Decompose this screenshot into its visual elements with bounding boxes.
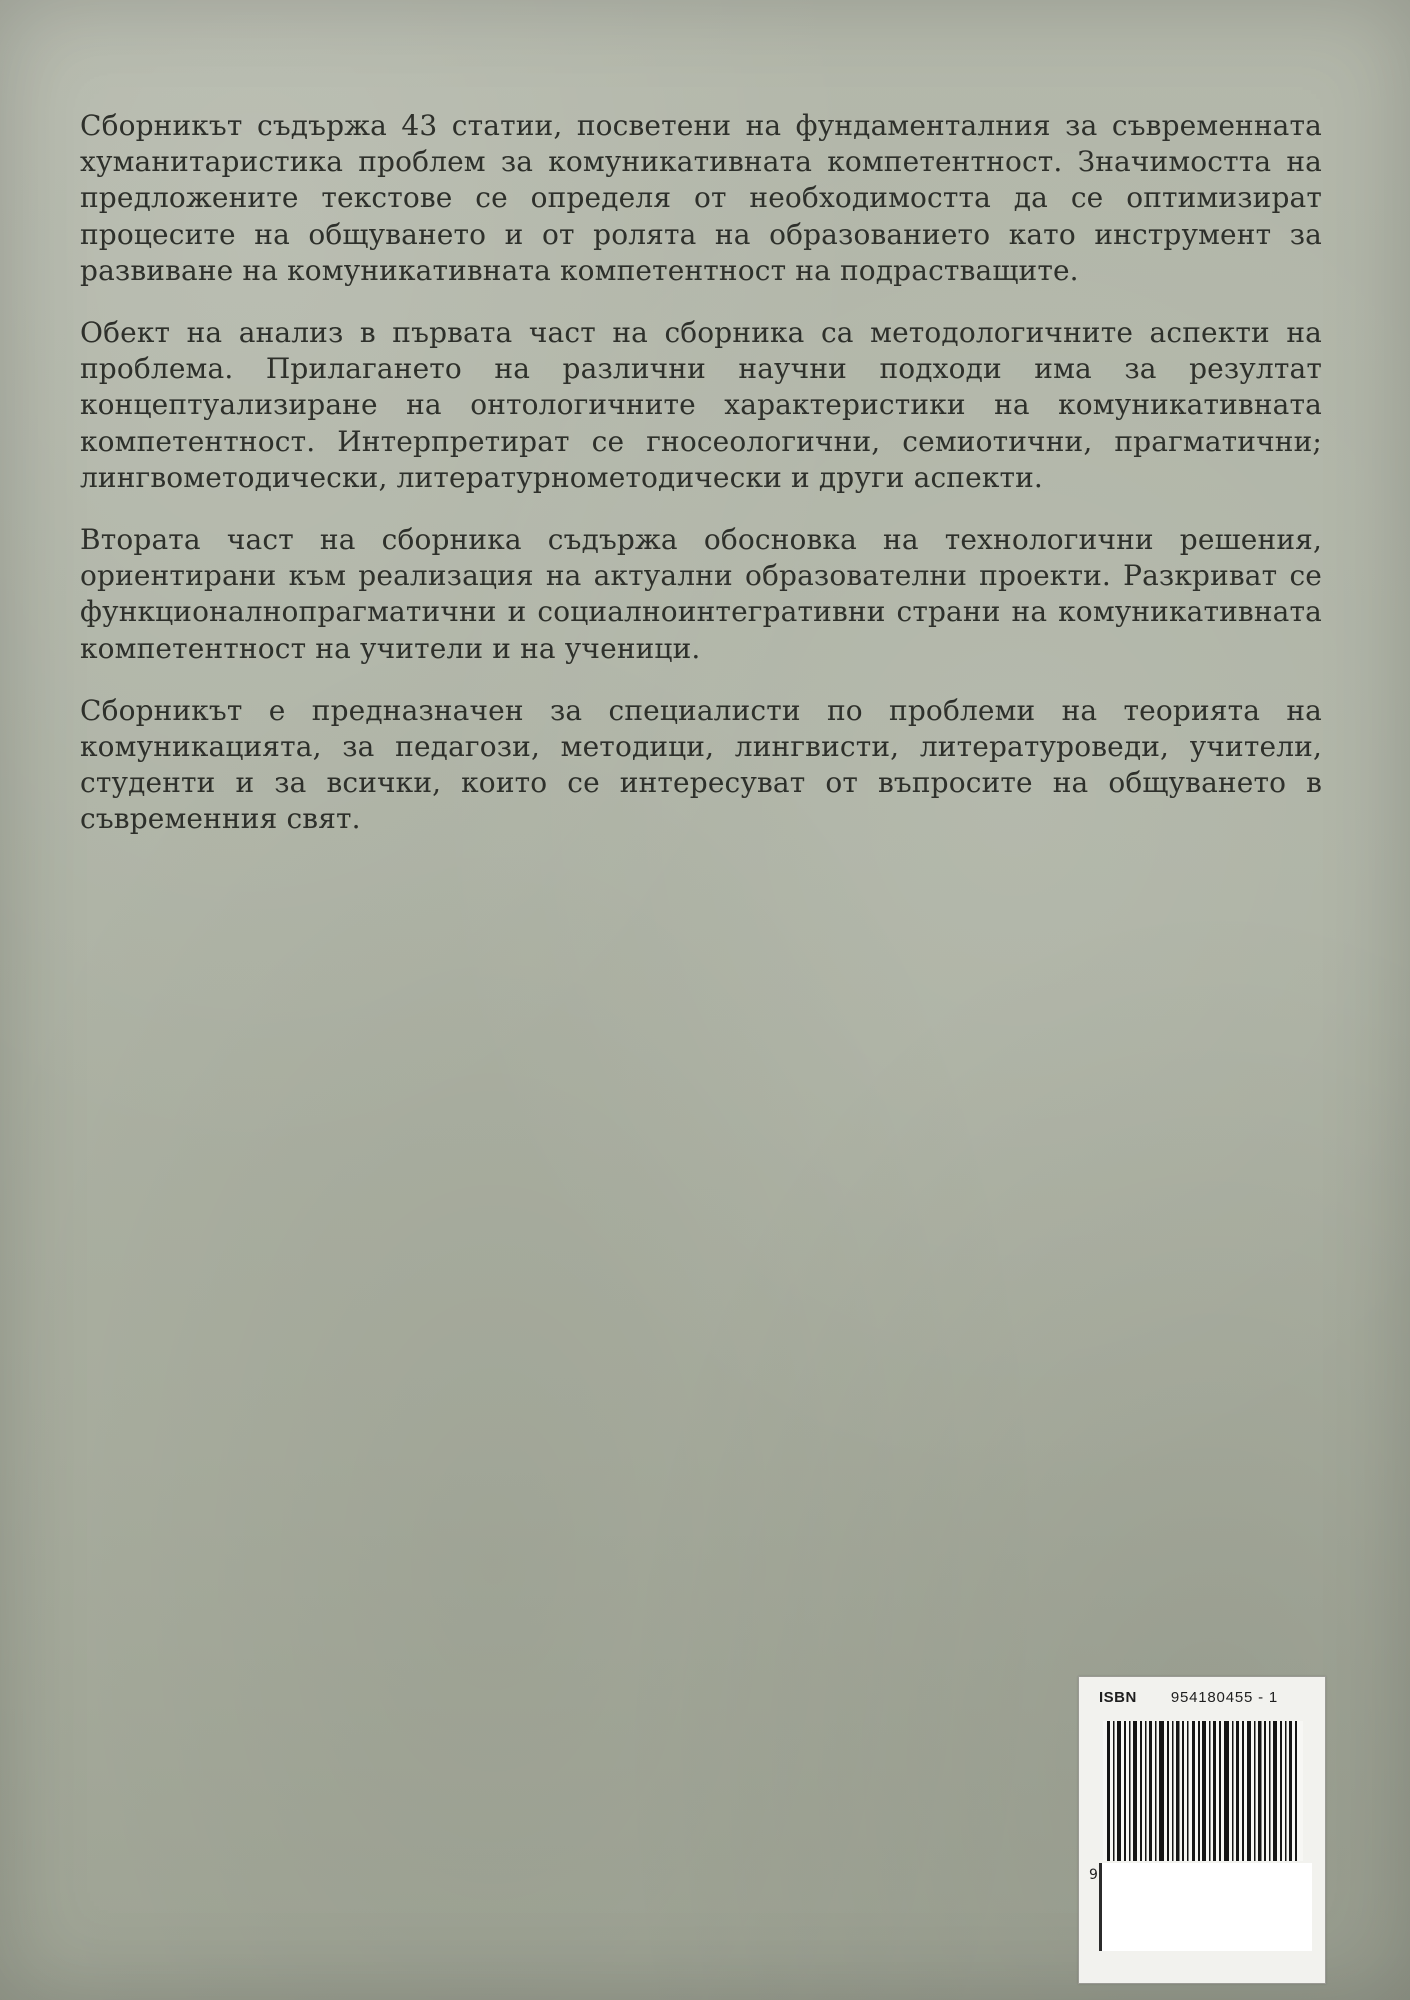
isbn-number: 954180455 - 1: [1170, 1689, 1278, 1706]
blank-label-area: [1099, 1863, 1312, 1951]
isbn-label: [1078, 1676, 1326, 1984]
barcode-mark: 9: [1089, 1867, 1098, 1883]
paragraph-4: Сборникът е предназначен за специалисти по проблеми на теорията на комуникацията, за педагози, методици, лингвисти, литературоведи, учители, студенти и за всички, които се интересуват от въпросите на общуването в съвременния свят.: [80, 693, 1322, 836]
paragraph-2: Обект на анализ в първата част на сборника са методологичните аспекти на проблема. Прилагането на различни научни подходи има за резултат концептуализиране на онтологичните характеристики на комуникативната компетентност. Интерпретират се гносеологични, семиотични, прагматични; лингвометодически, литературнометодически и други аспекти.: [80, 316, 1322, 494]
description-text: [80, 108, 1322, 864]
paragraph-3: Втората част на сборника съдържа обосновка на технологични решения, ориентирани към реализация на актуални образователни проекти. Разкриват се функционалнопрагматични и социалноинтегративни страни на комуникативната компетентност на учители и на ученици.: [80, 523, 1322, 665]
isbn-prefix: ISBN: [1099, 1689, 1137, 1706]
barcode-icon: [1103, 1721, 1303, 1861]
isbn-text-row: [1099, 1689, 1309, 1706]
paragraph-1: Сборникът съдържа 43 статии, посветени на фундаменталния за съвременната хуманитаристика проблем за комуникативната компетентност. Значимостта на предложените текстове се определя от необходимостта да се оптимизират процесите на общуването и от ролята на образованието като инструмент за развиване на комуникативната компетентност на подрастващите.: [80, 109, 1322, 287]
